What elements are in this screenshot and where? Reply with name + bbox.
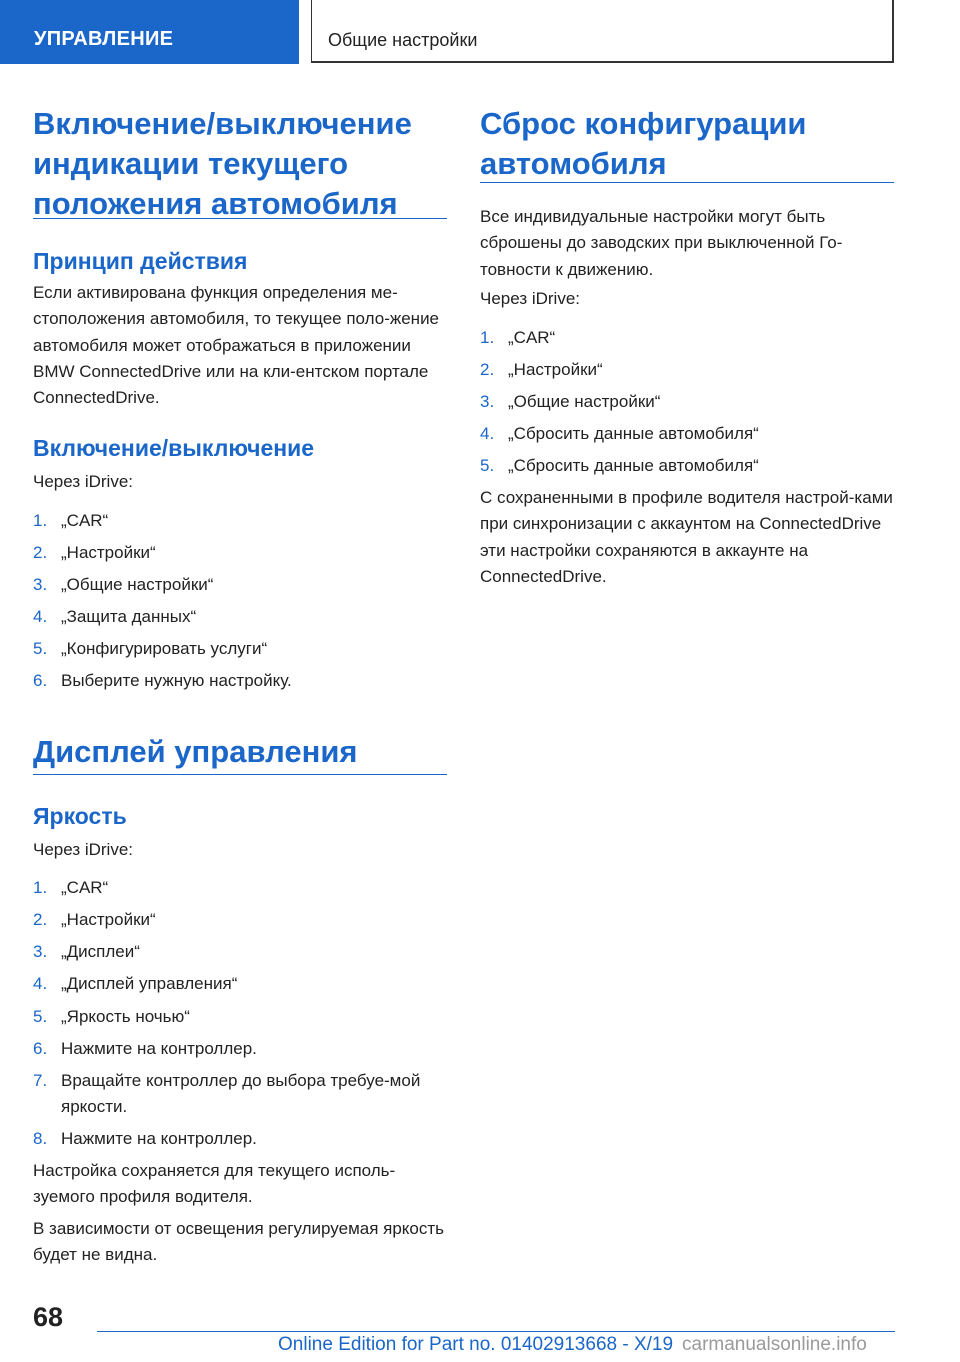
list-number: 1. — [33, 878, 48, 897]
list-text: Вращайте контроллер до выбора требуе-мой яркости. — [61, 1071, 421, 1117]
heading-reset: Сброс конфигурации автомобиля — [480, 106, 807, 181]
list-number: 8. — [33, 1129, 48, 1148]
heading-brightness: Яркость — [33, 803, 127, 829]
watermark: carmanualsonline.info — [682, 1334, 867, 1355]
list-text: Нажмите на контроллер. — [61, 1129, 257, 1148]
list-text: „CAR“ — [508, 328, 556, 347]
list-text: „Сбросить данные автомобиля“ — [508, 424, 759, 443]
list-text: „Конфигурировать услуги“ — [61, 639, 268, 658]
list-number: 7. — [33, 1071, 48, 1090]
list-number: 2. — [480, 360, 495, 379]
list-text: „CAR“ — [61, 511, 109, 530]
paragraph-sync: С сохраненными в профиле водителя настрой-ками при синхронизации с аккаунтом на ConnectedDrive эти настройки сохраняются в аккаунте на ConnectedDrive. — [480, 488, 893, 586]
list-number: 3. — [33, 942, 48, 961]
list-text: „Общие настройки“ — [508, 392, 661, 411]
header-chapter-label: Общие настройки — [328, 30, 478, 50]
list-text: „Общие настройки“ — [61, 575, 214, 594]
list-number: 5. — [33, 639, 48, 658]
paragraph-reset: Все индивидуальные настройки могут быть сброшены до заводских при выключенной Го-товности к движению. — [480, 207, 843, 279]
list-number: 2. — [33, 910, 48, 929]
list-number: 4. — [33, 607, 48, 626]
list-text: „Настройки“ — [61, 910, 156, 929]
footer-rule — [97, 1331, 895, 1332]
list-number: 4. — [480, 424, 495, 443]
heading-display: Дисплей управления — [33, 734, 358, 769]
heading-rule — [33, 218, 447, 219]
list-number: 6. — [33, 1039, 48, 1058]
list-text: „Дисплеи“ — [61, 942, 140, 961]
list-number: 1. — [33, 511, 48, 530]
heading-indicator: Включение/выключение индикации текущего положения автомобиля — [33, 106, 412, 221]
list-text: „Дисплей управления“ — [61, 974, 238, 993]
page-number: 68 — [33, 1302, 64, 1332]
heading-rule — [480, 182, 894, 183]
list-number: 1. — [480, 328, 495, 347]
header-chapter-box — [311, 0, 894, 63]
list-text: „Защита данных“ — [61, 607, 197, 626]
list-text: „CAR“ — [61, 878, 109, 897]
list-number: 5. — [33, 1007, 48, 1026]
list-text: Нажмите на контроллер. — [61, 1039, 257, 1058]
heading-principle: Принцип действия — [33, 248, 248, 274]
list-number: 6. — [33, 671, 48, 690]
paragraph-brightness-via: Через iDrive: — [33, 840, 134, 859]
paragraph-saved: Настройка сохраняется для текущего исполь-зуемого профиля водителя. — [33, 1161, 396, 1207]
list-text: „Настройки“ — [508, 360, 603, 379]
list-text: „Настройки“ — [61, 543, 156, 562]
heading-rule — [33, 774, 447, 775]
footer-edition: Online Edition for Part no. 01402913668 - X/19 — [278, 1334, 674, 1355]
list-number: 4. — [33, 974, 48, 993]
list-text: Выберите нужную настройку. — [61, 671, 292, 690]
header-section-tab — [0, 0, 299, 64]
list-number: 5. — [480, 456, 495, 475]
list-number: 3. — [480, 392, 495, 411]
header-section-label: УПРАВЛЕНИЕ — [34, 28, 174, 50]
list-number: 2. — [33, 543, 48, 562]
paragraph-principle: Если активирована функция определения ме-стоположения автомобиля, то текущее поло-жение автомобиля может отображаться в приложении BMW ConnectedDrive или на кли-ентском портале ConnectedDrive. — [33, 283, 440, 408]
list-number: 3. — [33, 575, 48, 594]
paragraph-lighting: В зависимости от освещения регулируемая яркость будет не видна. — [33, 1219, 445, 1265]
paragraph-reset-via: Через iDrive: — [480, 289, 581, 308]
list-text: „Яркость ночью“ — [61, 1007, 190, 1026]
paragraph-onoff-via: Через iDrive: — [33, 472, 134, 491]
list-text: „Сбросить данные автомобиля“ — [508, 456, 759, 475]
heading-onoff: Включение/выключение — [33, 435, 315, 461]
